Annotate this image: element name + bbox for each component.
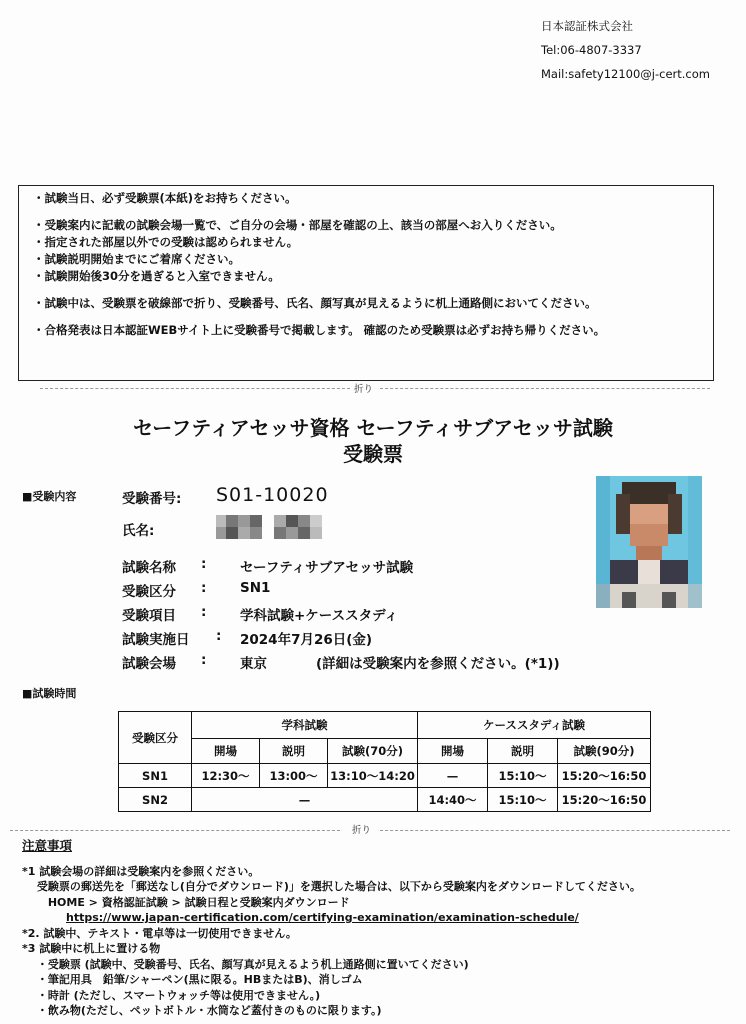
colon: : <box>216 628 222 644</box>
venue: 東京 <box>240 656 267 672</box>
schedule-cell: SN2 <box>119 788 192 812</box>
schedule-cell: 14:40〜 <box>418 788 488 812</box>
note-line: ・筆記用具 鉛筆/シャーペン(黒に限る。HBまたはB)、消しゴム <box>22 973 363 986</box>
schedule-subheader: 説明 <box>488 739 558 764</box>
notice-line: ・指定された部屋以外での受験は認められません。 <box>33 235 299 249</box>
fold-label: 折り <box>352 825 372 836</box>
fold-label: 折り <box>354 384 374 395</box>
category: SN1 <box>240 580 271 596</box>
date: 2024年7月26日(金) <box>240 632 373 648</box>
exam-number-label: 受験番号: <box>122 491 182 507</box>
notice-line: ・試験説明開始までにご着席ください。 <box>33 252 240 266</box>
schedule-cell: 13:00〜 <box>260 764 328 788</box>
notes-section <box>22 838 641 1019</box>
notice-line: ・試験開始後30分を過ぎると入室できません。 <box>33 269 280 283</box>
company-header <box>541 14 710 86</box>
fold-line-left <box>10 830 340 831</box>
items: 学科試験+ケーススタディ <box>240 608 399 624</box>
company-tel: Tel:06-4807-3337 <box>541 43 642 57</box>
company-name: 日本認証株式会社 <box>541 19 633 33</box>
colon: : <box>201 604 207 620</box>
fold-line-right <box>380 388 710 389</box>
notice-box <box>18 185 714 381</box>
schedule-subheader: 開場 <box>418 739 488 764</box>
note-line: 受験票の郵送先を「郵送なし(自分でダウンロード)」を選択した場合は、以下から受験案内をダウンロードしてください。 <box>22 880 641 893</box>
category-label: 受験区分 <box>122 584 176 600</box>
note-line: HOME > 資格認証試験 > 試験日程と受験案内ダウンロード <box>22 895 350 909</box>
notes-title: 注意事項 <box>22 838 73 853</box>
fold-line-right <box>380 830 730 831</box>
schedule-subheader: 開場 <box>192 739 260 764</box>
section-exam-details: ■受験内容 <box>22 490 77 503</box>
colon: : <box>201 556 207 572</box>
schedule-cell: 15:10〜 <box>488 764 558 788</box>
page-title: セーフティアセッサ資格 セーフティサブアセッサ試験 <box>133 416 613 440</box>
date-label: 試験実施日 <box>122 632 190 648</box>
schedule-cell: — <box>192 788 418 812</box>
schedule-subheader: 説明 <box>260 739 328 764</box>
schedule-case-header: ケーススタディ試験 <box>418 712 651 739</box>
notice-line: ・試験当日、必ず受験票(本紙)をお持ちください。 <box>33 191 297 205</box>
venue-label: 試験会場 <box>122 656 176 672</box>
fold-line-left <box>40 388 350 389</box>
schedule-cell: 12:30〜 <box>192 764 260 788</box>
name-label: 氏名: <box>122 523 155 539</box>
schedule-cell: 15:10〜 <box>488 788 558 812</box>
items-label: 受験項目 <box>122 608 176 624</box>
page-subtitle: 受験票 <box>343 442 403 466</box>
exam-number: S01-10020 <box>216 484 329 506</box>
venue-note: (詳細は受験案内を参照ください。(*1)) <box>316 656 560 672</box>
schedule-cell: — <box>418 764 488 788</box>
colon: : <box>201 652 207 668</box>
schedule-category-header: 受験区分 <box>119 712 192 764</box>
schedule-table <box>118 711 651 812</box>
schedule-download-link[interactable]: https://www.japan-certification.com/certifying-examination/examination-schedule/ <box>66 911 579 924</box>
table-row <box>119 764 651 788</box>
note-line: ・飲み物(ただし、ペットボトル・水筒など蓋付きのものに限ります。) <box>22 1004 382 1017</box>
redacted-name <box>216 513 324 543</box>
exam-name: セーフティサブアセッサ試験 <box>240 560 414 576</box>
schedule-cell: 15:20〜16:50 <box>558 764 651 788</box>
notice-line: ・試験中は、受験票を破線部で折り、受験番号、氏名、顔写真が見えるように机上通路側においてください。 <box>33 296 597 310</box>
colon: : <box>201 580 207 596</box>
table-row <box>119 788 651 812</box>
section-exam-time: ■試験時間 <box>22 687 77 700</box>
note-line: *3 試験中に机上に置ける物 <box>22 942 161 955</box>
schedule-cell: 13:10〜14:20 <box>328 764 418 788</box>
schedule-subheader: 試験(70分) <box>328 739 418 764</box>
notice-line: ・合格発表は日本認証WEBサイト上に受験番号で掲載します。 確認のため受験票は必ずお持ち帰りください。 <box>33 323 606 337</box>
note-line: ・受験票 (試験中、受験番号、氏名、顔写真が見えるよう机上通路側に置いてください) <box>22 957 469 971</box>
note-line: *1 試験会場の詳細は受験案内を参照ください。 <box>22 864 260 878</box>
schedule-cell: SN1 <box>119 764 192 788</box>
note-line: *2. 試験中、テキスト・電卓等は一切使用できません。 <box>22 926 297 940</box>
exam-name-label: 試験名称 <box>122 560 176 576</box>
company-mail: Mail:safety12100@j-cert.com <box>541 67 710 81</box>
schedule-subheader: 試験(90分) <box>558 739 651 764</box>
notice-line: ・受験案内に記載の試験会場一覧で、ご自分の会場・部屋を確認の上、該当の部屋へお入りください。 <box>33 218 562 232</box>
schedule-cell: 15:20〜16:50 <box>558 788 651 812</box>
note-line: ・時計 (ただし、スマートウォッチ等は使用できません。) <box>22 988 321 1002</box>
schedule-written-header: 学科試験 <box>192 712 418 739</box>
applicant-photo <box>596 476 702 608</box>
